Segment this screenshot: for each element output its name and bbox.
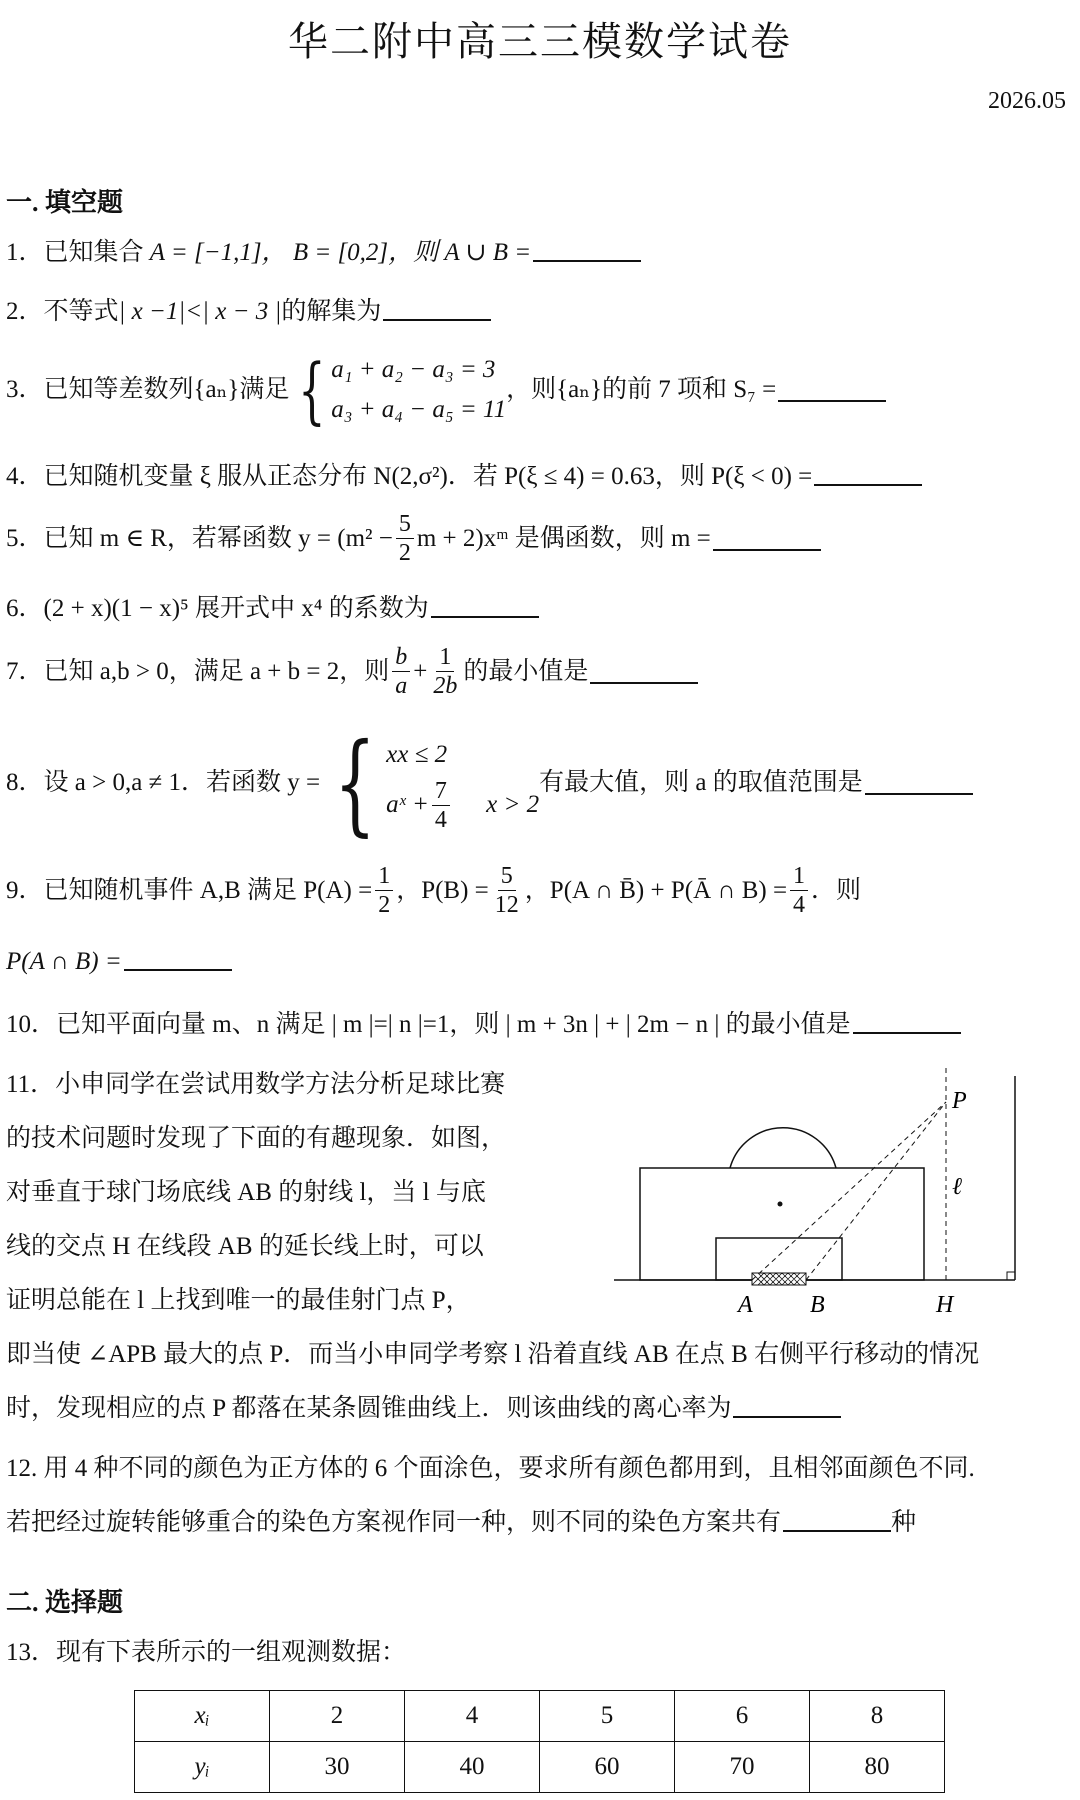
question-11-line-4: 线的交点 H 在线段 AB 的延长线上时，可以 — [6, 1233, 484, 1260]
question-9-line-2: P(A ∩ B) = — [6, 945, 232, 979]
question-13: 13．现有下表所示的一组观测数据： — [6, 1639, 407, 1666]
answer-blank[interactable] — [533, 238, 641, 262]
answer-blank[interactable] — [783, 1508, 891, 1532]
question-5: 5． 已知 m ∈ R，若幂函数 y = (m² − $\frac{5}{2}$ m + 2)xᵐ 是偶函数，则 m = — [6, 510, 821, 567]
question-11-line-2: 的技术问题时发现了下面的有趣现象．如图， — [6, 1125, 507, 1152]
question-4: 4．已知随机变量 ξ 服从正态分布 N(2,σ²)．若 P(ξ ≤ 4) = 0.63，则 P(ξ < 0) = — [6, 460, 922, 494]
table-cell: 30 — [270, 1742, 405, 1793]
question-11-line-6: 即当使 ∠APB 最大的点 P．而当小申同学考察 l 沿着直线 AB 在点 B 右侧平行移动的情况 — [6, 1341, 980, 1368]
answer-blank[interactable] — [865, 771, 973, 795]
table-cell: 4 — [405, 1691, 540, 1742]
question-7: 7． 已知 a,b > 0，满足 a + b = 2，则 $\frac{b}{a}$ + $\frac{1}{2b}$ 的最小值是 — [6, 643, 698, 700]
question-8: 8． 设 a > 0,a ≠ 1．若函数 y = { x x ≤ 2 aˣ + $\frac{7}{4}$ x > 2 有最大值，则 a 的取值范围是 — [6, 728, 973, 838]
question-11-line-5: 证明总能在 l 上找到唯一的最佳射门点 P， — [6, 1287, 471, 1314]
table-cell: 70 — [675, 1742, 810, 1793]
question-11-line-3: 对垂直于球门场底线 AB 的射线 l，当 l 与底 — [6, 1179, 486, 1206]
question-2: 2．不等式| x −1|<| x − 3 |的解集为 — [6, 295, 491, 329]
section-heading-choice: 二. 选择题 — [6, 1588, 124, 1617]
answer-blank[interactable] — [713, 527, 821, 551]
table-cell: 8 — [810, 1691, 945, 1742]
page-title: 华二附中高三三模数学试卷 — [288, 19, 792, 64]
question-11-line-1: 11．小申同学在尝试用数学方法分析足球比赛 — [6, 1071, 506, 1098]
question-12-line-2: 若把经过旋转能够重合的染色方案视作同一种，则不同的染色方案共有 种 — [6, 1509, 917, 1536]
question-3: 3． 已知等差数列{aₙ}满足 { a₁ + a₂ − a₃ = 3 a₃ + a₄ − a₅ = 11 ，则{aₙ}的前 7 项和 S₇ = — [6, 350, 886, 430]
question-9: 9． 已知随机事件 A,B 满足 P(A) = $\frac{1}{2}$ ，P(B) = $\frac{5}{12}$ ，P(A ∩ B̄) + P(Ā ∩ B) = $\frac{1}{4}$ ．则 — [6, 863, 862, 918]
answer-blank[interactable] — [124, 947, 232, 971]
table-header-y: yᵢ — [135, 1742, 270, 1793]
table-cell: 2 — [270, 1691, 405, 1742]
table-cell: 80 — [810, 1742, 945, 1793]
label-a: A — [738, 1292, 753, 1318]
answer-blank[interactable] — [814, 462, 922, 486]
question-10: 10．已知平面向量 m、n 满足 | m |=| n |=1，则 | m + 3n | + | 2m − n | 的最小值是 — [6, 1008, 961, 1042]
answer-blank[interactable] — [853, 1010, 961, 1034]
question-11-line-7: 时，发现相应的点 P 都落在某条圆锥曲线上．则该曲线的离心率为 — [6, 1392, 841, 1426]
answer-blank[interactable] — [590, 660, 698, 684]
section-heading-fill-blank: 一. 填空题 — [6, 188, 124, 217]
soccer-field-figure — [610, 1068, 1030, 1318]
table-row — [135, 1742, 945, 1793]
table-header-x: xᵢ — [135, 1691, 270, 1742]
answer-blank[interactable] — [431, 594, 539, 618]
question-1: 1．已知集合 A = [−1,1]， B = [0,2]，则 A ∪ B = — [6, 236, 641, 270]
question-6: 6．(2 + x)(1 − x)⁵ 展开式中 x⁴ 的系数为 — [6, 592, 539, 626]
table-row — [135, 1691, 945, 1742]
observation-table — [134, 1690, 945, 1793]
label-h: H — [936, 1292, 954, 1318]
exam-date: 2026.05 — [988, 88, 1066, 114]
table-cell: 60 — [540, 1742, 675, 1793]
label-p: P — [952, 1088, 967, 1114]
answer-blank[interactable] — [383, 297, 491, 321]
answer-blank[interactable] — [778, 378, 886, 402]
table-cell: 6 — [675, 1691, 810, 1742]
table-cell: 5 — [540, 1691, 675, 1742]
question-12-line-1: 12. 用 4 种不同的颜色为正方体的 6 个面涂色，要求所有颜色都用到，且相邻面颜色不同. — [6, 1455, 975, 1482]
label-b: B — [810, 1292, 825, 1318]
answer-blank[interactable] — [733, 1394, 841, 1418]
label-l: ℓ — [952, 1174, 962, 1200]
table-cell: 40 — [405, 1742, 540, 1793]
